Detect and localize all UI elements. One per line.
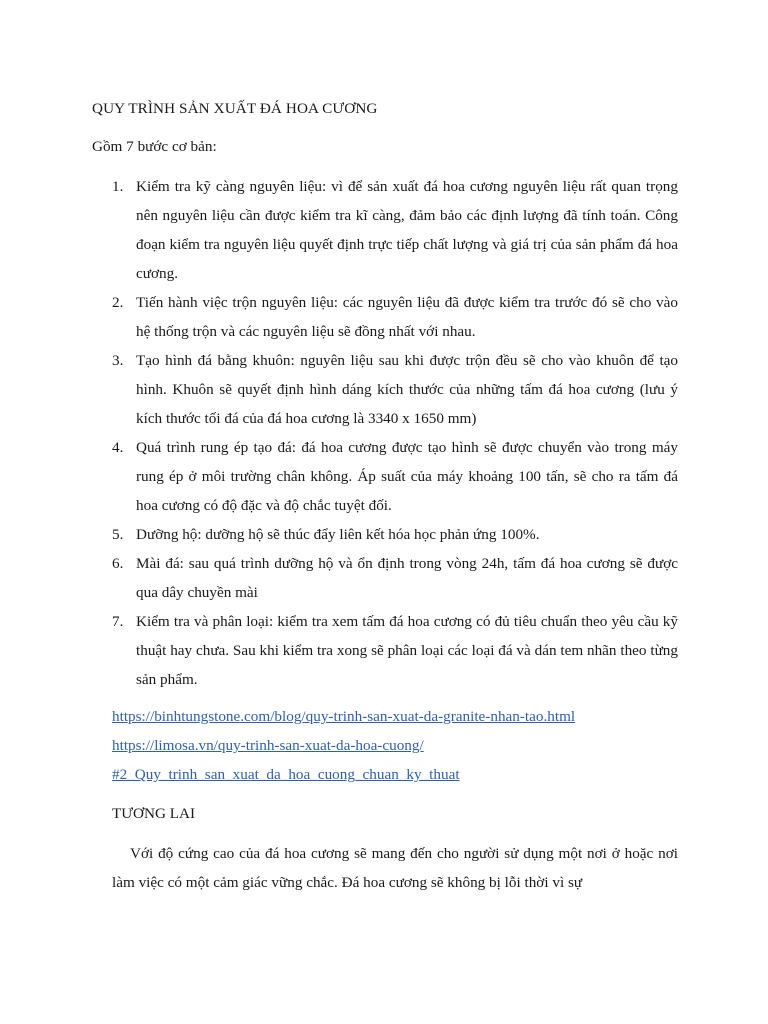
list-item	[112, 549, 678, 607]
step-text: Tạo hình đá bằng khuôn: nguyên liệu sau khi được trộn đều sẽ cho vào khuôn để tạo hình. Khuôn sẽ quyết định hình dáng kích thước của những tấm đá hoa cương (lưu ý kích thước tối đá của đá hoa cương là 3340 x 1650 mm)	[136, 352, 678, 427]
step-number: 5.	[112, 526, 124, 543]
reference-link-limosa[interactable]: https://limosa.vn/quy-trinh-san-xuat-da-hoa-cuong/	[112, 737, 424, 754]
step-text: Dưỡng hộ: dưỡng hộ sẽ thúc đẩy liên kết hóa học phản ứng 100%.	[136, 526, 540, 543]
step-number: 3.	[112, 352, 124, 369]
future-paragraph: Với độ cứng cao của đá hoa cương sẽ mang đến cho người sử dụng một nơi ở hoặc nơi làm việc có một cảm giác vững chắc. Đá hoa cương sẽ không bị lỗi thời vì sự	[112, 845, 678, 891]
list-item	[112, 607, 678, 694]
document-title: QUY TRÌNH SẢN XUẤT ĐÁ HOA CƯƠNG	[92, 100, 378, 117]
step-text: Mài đá: sau quá trình dưỡng hộ và ổn định trong vòng 24h, tấm đá hoa cương sẽ được qua dây chuyền mài	[136, 555, 678, 601]
intro-text: Gồm 7 bước cơ bản:	[92, 138, 217, 155]
step-text: Tiến hành việc trộn nguyên liệu: các nguyên liệu đã được kiểm tra trước đó sẽ cho vào hệ thống trộn và các nguyên liệu sẽ đồng nhất với nhau.	[136, 294, 678, 340]
list-item	[112, 346, 678, 433]
list-item	[112, 172, 678, 288]
list-item	[112, 288, 678, 346]
step-number: 2.	[112, 294, 124, 311]
section-heading-future: TƯƠNG LAI	[112, 805, 196, 822]
reference-link-binhtungstone[interactable]: https://binhtungstone.com/blog/quy-trinh-san-xuat-da-granite-nhan-tao.html	[112, 708, 576, 725]
list-item	[112, 520, 678, 549]
reference-link-anchor[interactable]: #2_Quy_trinh_san_xuat_da_hoa_cuong_chuan_ky_thuat	[112, 766, 460, 783]
step-number: 7.	[112, 613, 124, 630]
step-number: 4.	[112, 439, 124, 456]
step-number: 6.	[112, 555, 124, 572]
step-text: Quá trình rung ép tạo đá: đá hoa cương được tạo hình sẽ được chuyển vào trong máy rung ép ở môi trường chân không. Áp suất của máy khoảng 100 tấn, sẽ cho ra tấm đá hoa cương có độ đặc và độ chắc tuyệt đối.	[136, 439, 678, 514]
step-text: Kiểm tra kỹ càng nguyên liệu: vì để sản xuất đá hoa cương nguyên liệu rất quan trọng nên nguyên liệu cần được kiểm tra kĩ càng, đảm bảo các định lượng đã tính toán. Công đoạn kiểm tra nguyên liệu quyết định trực tiếp chất lượng và giá trị của sản phẩm đá hoa cương.	[136, 178, 678, 282]
step-number: 1.	[112, 178, 124, 195]
reference-links	[112, 702, 678, 789]
step-text: Kiểm tra và phân loại: kiểm tra xem tấm đá hoa cương có đủ tiêu chuẩn theo yêu cầu kỹ thuật hay chưa. Sau khi kiểm tra xong sẽ phân loại các loại đá và dán tem nhãn theo từng sản phẩm.	[136, 613, 678, 688]
steps-list	[112, 172, 678, 694]
list-item	[112, 433, 678, 520]
